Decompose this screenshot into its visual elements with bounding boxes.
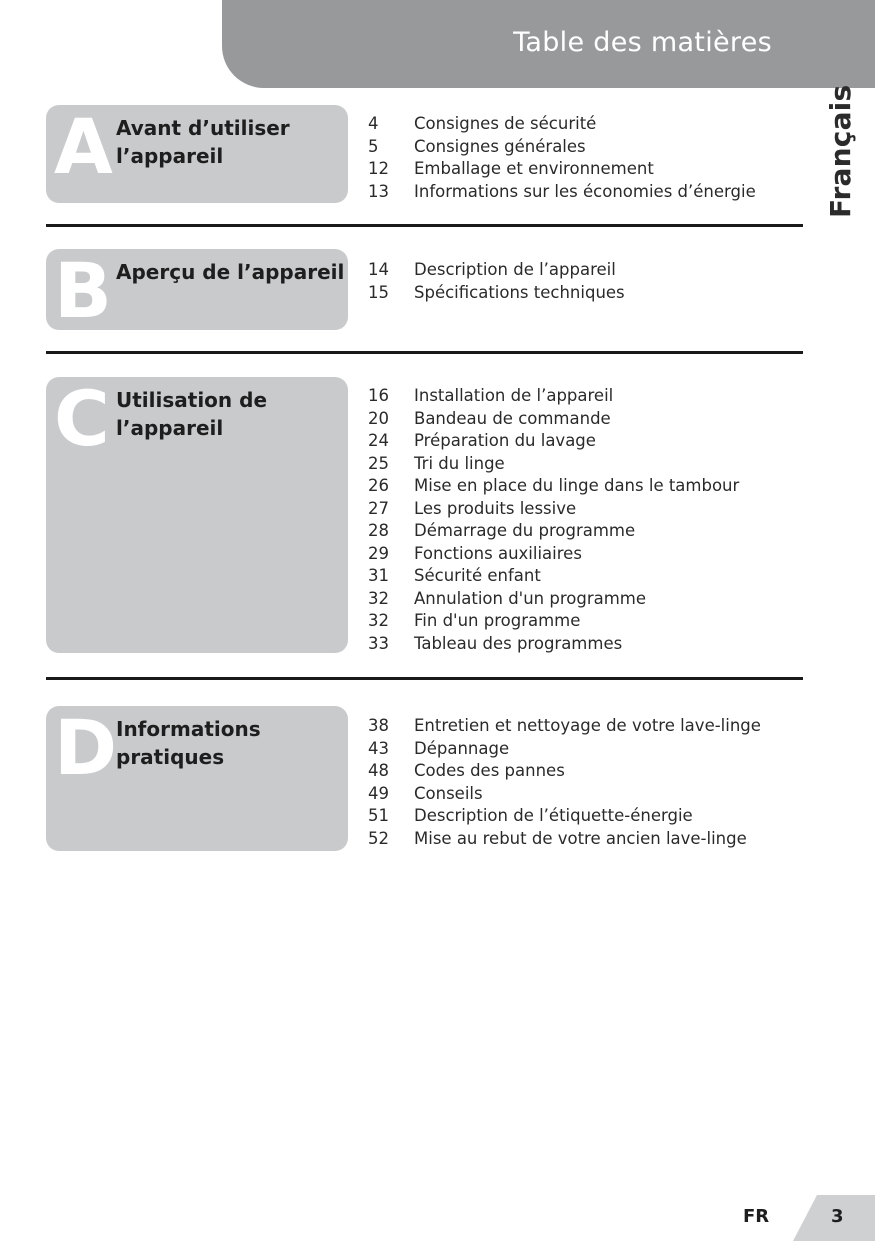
toc-page-number: 4 xyxy=(368,114,379,133)
toc-entry-label: Sécurité enfant xyxy=(414,566,541,585)
section-d-box[interactable] xyxy=(46,706,348,851)
toc-entry-label: Spécifications techniques xyxy=(414,282,625,302)
toc-entry[interactable] xyxy=(368,760,761,783)
toc-entry-label: Conseils xyxy=(414,783,483,803)
section-letter: C xyxy=(54,377,110,463)
toc-entry[interactable] xyxy=(368,633,739,656)
toc-page-number: 52 xyxy=(368,828,389,848)
section-divider xyxy=(46,224,803,227)
toc-entry-label: Mise en place du linge dans le tambour xyxy=(414,476,740,495)
section-title-line: Aperçu de l’appareil xyxy=(116,260,345,284)
toc-entry-label: Description de l’appareil xyxy=(414,260,616,279)
toc-entry-label: Informations sur les économies d’énergie xyxy=(414,181,756,201)
toc-page-number: 31 xyxy=(368,566,389,585)
toc-page-number: 28 xyxy=(368,521,389,540)
section-title xyxy=(116,386,346,442)
toc-page-number: 14 xyxy=(368,260,389,279)
toc-entry-label: Tableau des programmes xyxy=(414,633,623,653)
toc-page-number: 16 xyxy=(368,386,389,405)
toc-entry-label: Dépannage xyxy=(414,738,510,758)
section-divider xyxy=(46,351,803,354)
toc-entry-label: Bandeau de commande xyxy=(414,408,611,428)
toc-entry[interactable] xyxy=(368,282,625,305)
toc-page-number: 25 xyxy=(368,453,389,473)
toc-entry-label: Annulation d'un programme xyxy=(414,588,647,608)
toc-entry-label: Emballage et environnement xyxy=(414,159,654,178)
section-title-line: Avant d’utiliser xyxy=(116,116,290,140)
toc-entry[interactable] xyxy=(368,565,739,588)
toc-entry[interactable] xyxy=(368,783,761,806)
toc-page-number: 43 xyxy=(368,738,389,758)
toc-page-number: 29 xyxy=(368,543,389,563)
section-letter: B xyxy=(54,249,112,330)
section-title-line: l’appareil xyxy=(116,144,224,168)
language-tab-label: Français xyxy=(824,84,857,218)
toc-entry-label: Installation de l’appareil xyxy=(414,386,614,405)
toc-page-number: 27 xyxy=(368,498,389,518)
toc-entry-label: Les produits lessive xyxy=(414,498,577,518)
toc-entry[interactable] xyxy=(368,715,761,738)
toc-page-number: 15 xyxy=(368,282,389,302)
toc-entry-label: Consignes de sécurité xyxy=(414,114,597,133)
page-number: 3 xyxy=(831,1206,844,1227)
toc-entry[interactable] xyxy=(368,610,739,633)
toc-entry[interactable] xyxy=(368,259,625,282)
toc-list-d xyxy=(368,715,761,850)
toc-list-b xyxy=(368,259,625,304)
toc-entry[interactable] xyxy=(368,498,739,521)
toc-entry[interactable] xyxy=(368,181,756,204)
toc-page-number: 33 xyxy=(368,633,389,653)
toc-entry-label: Mise au rebut de votre ancien lave-linge xyxy=(414,828,747,848)
toc-entry-label: Fin d'un programme xyxy=(414,611,581,630)
toc-page-number: 49 xyxy=(368,783,389,803)
toc-page-number: 20 xyxy=(368,408,389,428)
toc-entry-label: Fonctions auxiliaires xyxy=(414,543,582,563)
toc-entry[interactable] xyxy=(368,805,761,828)
toc-entry[interactable] xyxy=(368,738,761,761)
toc-entry[interactable] xyxy=(368,520,739,543)
toc-entry[interactable] xyxy=(368,828,761,851)
footer-language-code: FR xyxy=(743,1206,770,1227)
toc-entry[interactable] xyxy=(368,453,739,476)
toc-page-number: 38 xyxy=(368,716,389,735)
section-title-line: l’appareil xyxy=(116,416,224,440)
toc-entry[interactable] xyxy=(368,475,739,498)
toc-entry[interactable] xyxy=(368,385,739,408)
toc-entry[interactable] xyxy=(368,158,756,181)
toc-page-number: 32 xyxy=(368,588,389,608)
toc-entry-label: Tri du linge xyxy=(414,453,505,473)
toc-entry[interactable] xyxy=(368,113,756,136)
toc-entry-label: Démarrage du programme xyxy=(414,521,636,540)
section-title xyxy=(116,258,346,286)
toc-entry[interactable] xyxy=(368,543,739,566)
section-letter: D xyxy=(54,706,118,792)
section-title-line: Informations xyxy=(116,717,261,741)
header-tab xyxy=(222,0,875,88)
toc-entry-label: Description de l’étiquette-énergie xyxy=(414,806,693,825)
toc-entry[interactable] xyxy=(368,430,739,453)
toc-page-number: 24 xyxy=(368,431,389,450)
toc-entry[interactable] xyxy=(368,408,739,431)
toc-entry-label: Préparation du lavage xyxy=(414,431,596,450)
section-title-line: Utilisation de xyxy=(116,388,268,412)
toc-entry[interactable] xyxy=(368,136,756,159)
toc-page-number: 26 xyxy=(368,476,389,495)
toc-page-number: 32 xyxy=(368,611,389,630)
toc-page-number: 13 xyxy=(368,181,389,201)
toc-list-c xyxy=(368,385,739,655)
section-a-box[interactable] xyxy=(46,105,348,203)
toc-entry-label: Entretien et nettoyage de votre lave-linge xyxy=(414,716,761,735)
section-b-box[interactable] xyxy=(46,249,348,330)
toc-page-number: 12 xyxy=(368,159,389,178)
page-title: Table des matières xyxy=(513,27,772,58)
toc-page-number: 48 xyxy=(368,761,389,780)
toc-entry-label: Codes des pannes xyxy=(414,761,565,780)
section-title xyxy=(116,114,346,170)
toc-entry[interactable] xyxy=(368,588,739,611)
section-letter: A xyxy=(54,105,113,191)
toc-list-a xyxy=(368,113,756,203)
section-divider xyxy=(46,677,803,680)
section-c-box[interactable] xyxy=(46,377,348,653)
section-title xyxy=(116,715,346,771)
toc-entry-label: Consignes générales xyxy=(414,136,586,156)
section-title-line: pratiques xyxy=(116,745,225,769)
toc-page-number: 5 xyxy=(368,136,379,156)
toc-page-number: 51 xyxy=(368,806,389,825)
